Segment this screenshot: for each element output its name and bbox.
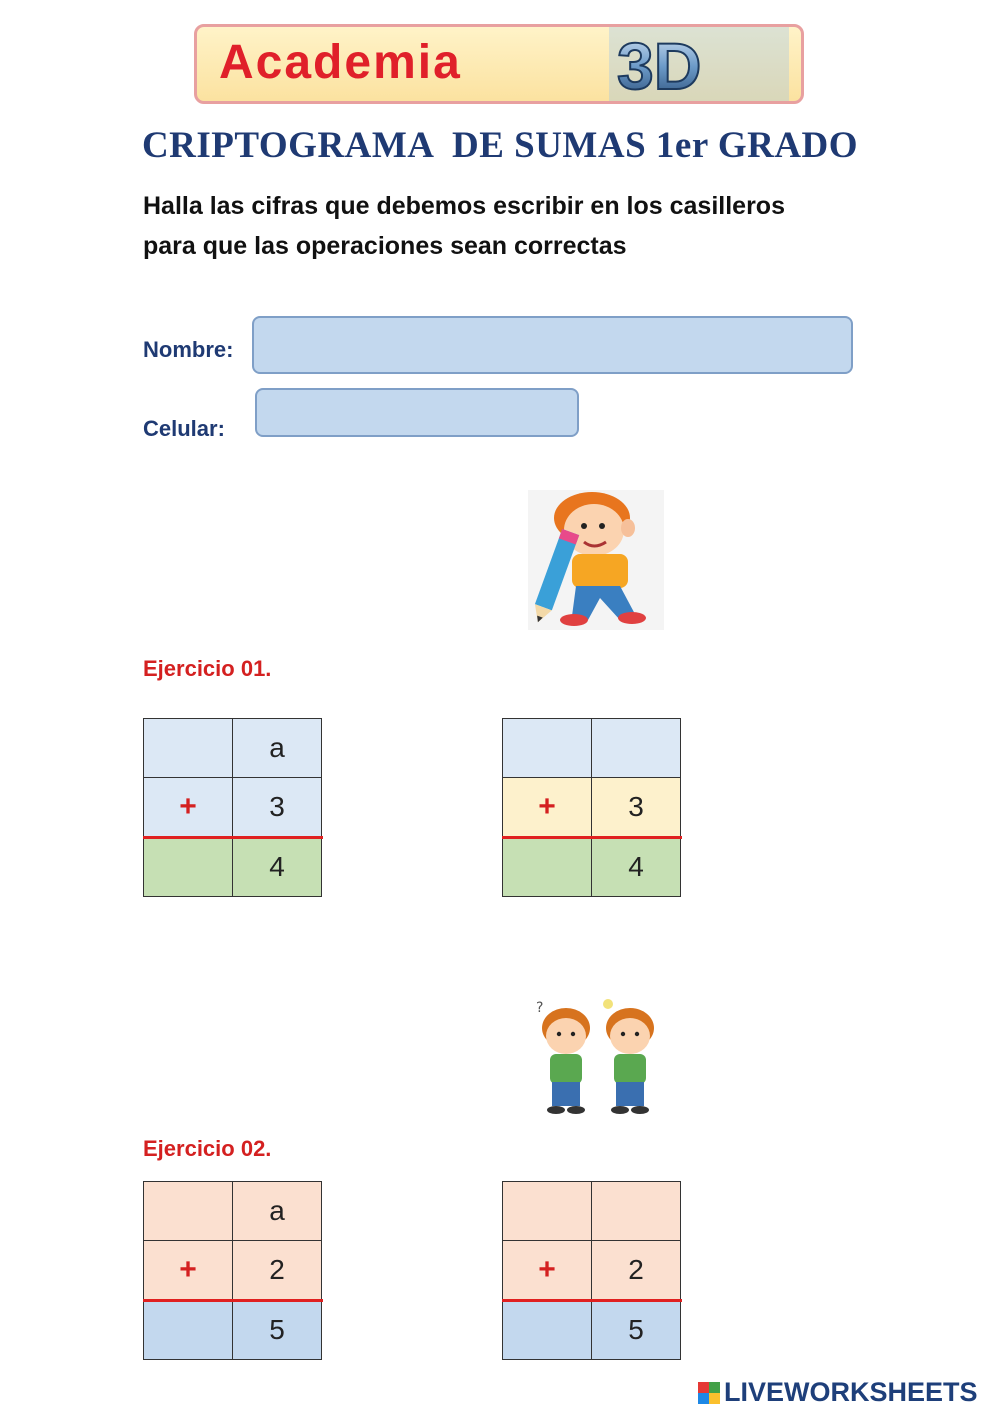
svg-text:?: ? <box>536 1000 544 1016</box>
ex1-left-r1c1-input[interactable] <box>143 718 233 778</box>
plus-sign: + <box>502 777 592 837</box>
ex2-left-r1c1-input[interactable] <box>143 1181 233 1241</box>
sum-line <box>143 836 323 839</box>
ex2-left-r3c2: 5 <box>232 1300 322 1360</box>
phone-input[interactable] <box>255 388 579 437</box>
plus-sign: + <box>143 777 233 837</box>
name-input[interactable] <box>252 316 853 374</box>
boy-with-pencil-illustration <box>528 490 664 630</box>
instructions-line-2: para que las operaciones sean correctas <box>143 232 627 260</box>
ex1-left-r2c2: 3 <box>232 777 322 837</box>
sum-line <box>502 1299 682 1302</box>
logo-3d-badge-icon <box>609 27 789 103</box>
ex1-right-r1c1-input[interactable] <box>502 718 592 778</box>
instructions <box>143 186 843 266</box>
liveworksheets-logo-icon <box>698 1382 720 1404</box>
plus-sign: + <box>143 1240 233 1300</box>
academia-logo <box>194 24 804 104</box>
plus-sign: + <box>502 1240 592 1300</box>
exercise-2-left-grid <box>143 1181 323 1361</box>
ex2-right-r1c1-input[interactable] <box>502 1181 592 1241</box>
ex1-right-r3c1-input[interactable] <box>502 837 592 897</box>
ex1-left-r3c2: 4 <box>232 837 322 897</box>
ex2-right-r1c2-input[interactable] <box>591 1181 681 1241</box>
phone-label: Celular: <box>143 416 225 441</box>
ex2-right-r3c2: 5 <box>591 1300 681 1360</box>
ex2-right-r3c1-input[interactable] <box>502 1300 592 1360</box>
ex2-right-r2c2: 2 <box>591 1240 681 1300</box>
ex1-left-r1c2: a <box>232 718 322 778</box>
svg-text:3D: 3D <box>617 29 702 103</box>
exercise-2-title: Ejercicio 02. <box>143 1136 272 1161</box>
brand-text: LIVEWORKSHEETS <box>724 1377 978 1407</box>
thinking-boys-illustration <box>532 998 664 1120</box>
exercise-1-right-grid <box>502 718 682 898</box>
ex1-right-r1c2-input[interactable] <box>591 718 681 778</box>
exercise-1-title: Ejercicio 01. <box>143 656 272 681</box>
ex1-left-r3c1-input[interactable] <box>143 837 233 897</box>
sum-line <box>502 836 682 839</box>
ex2-left-r1c2: a <box>232 1181 322 1241</box>
liveworksheets-brand <box>698 1377 978 1408</box>
name-label: Nombre: <box>143 337 234 362</box>
ex1-right-r2c2: 3 <box>591 777 681 837</box>
ex2-left-r2c2: 2 <box>232 1240 322 1300</box>
sum-line <box>143 1299 323 1302</box>
instructions-line-1: Halla las cifras que debemos escribir en los casilleros <box>143 192 785 220</box>
logo-text: Academia <box>219 36 462 89</box>
exercise-2-right-grid <box>502 1181 682 1361</box>
page-title: CRIPTOGRAMA DE SUMAS 1er GRADO <box>141 125 859 166</box>
ex2-left-r3c1-input[interactable] <box>143 1300 233 1360</box>
exercise-1-left-grid <box>143 718 323 898</box>
ex1-right-r3c2: 4 <box>591 837 681 897</box>
